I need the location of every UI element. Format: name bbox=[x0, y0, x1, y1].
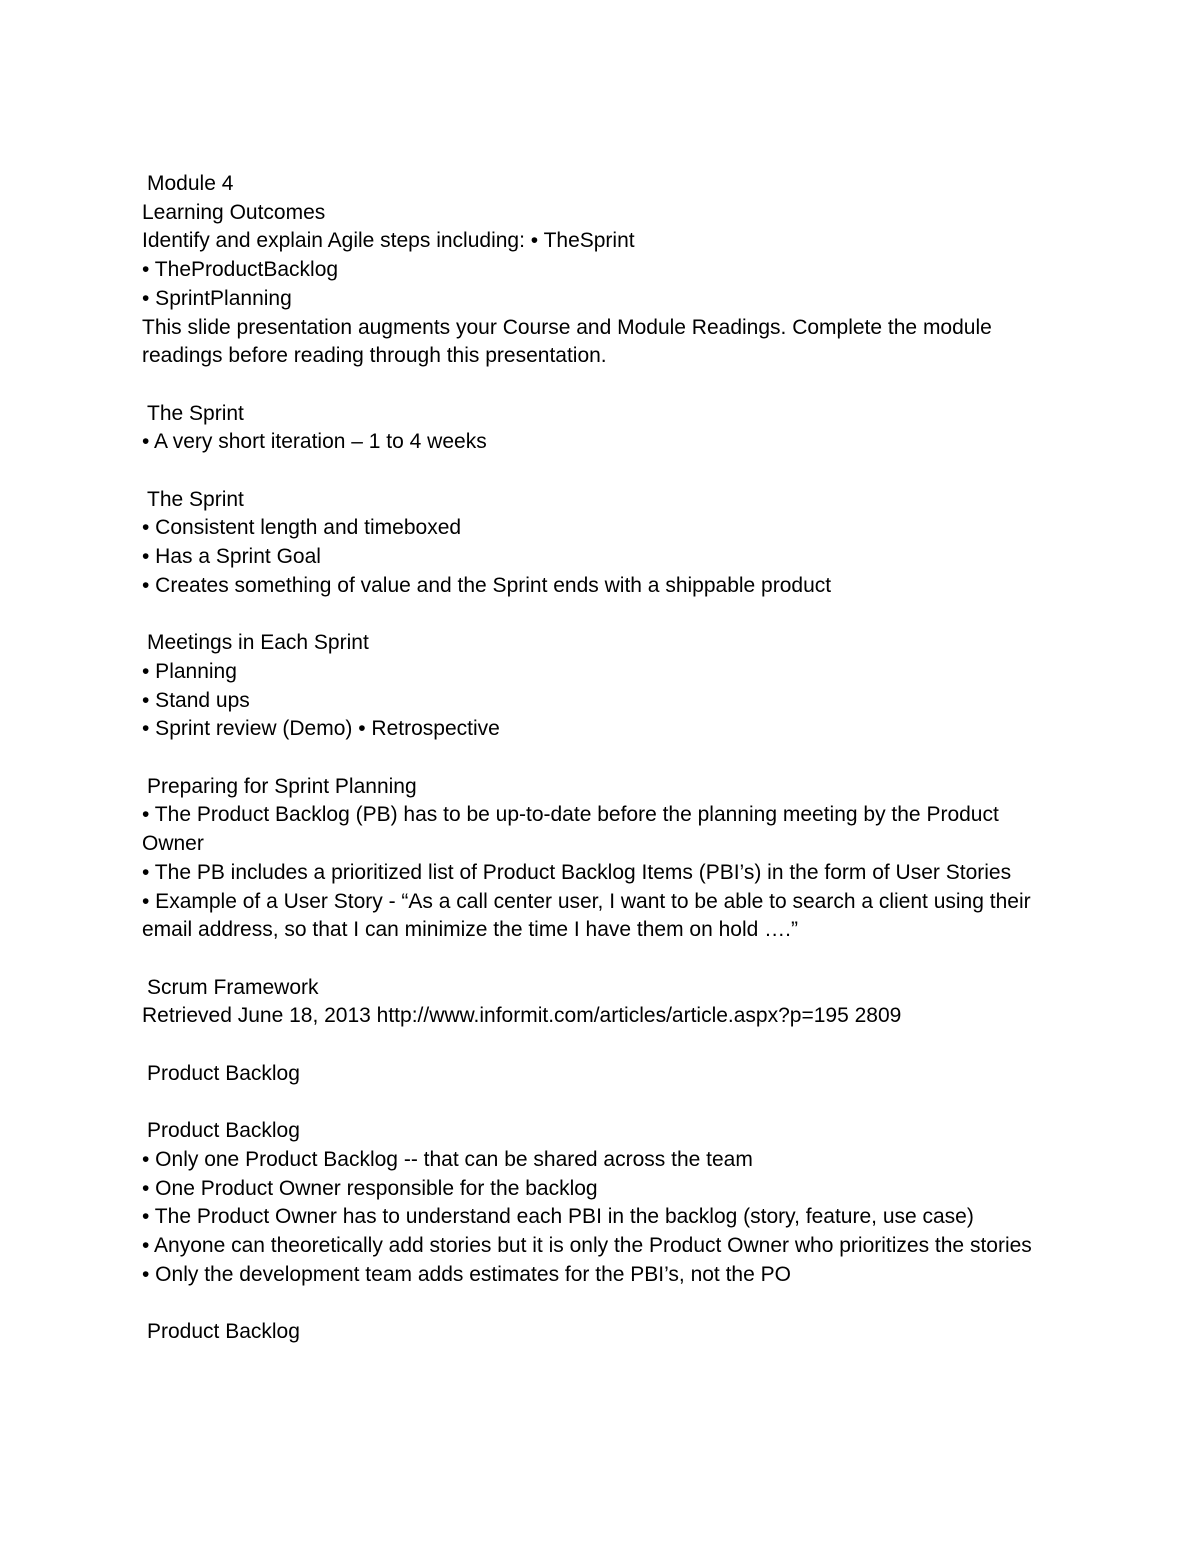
section-heading: Meetings in Each Sprint bbox=[147, 631, 369, 655]
spacer bbox=[142, 945, 1057, 974]
section-heading: Product Backlog bbox=[147, 1061, 300, 1085]
section-heading: The Sprint bbox=[147, 401, 244, 425]
bullet-item: • Consistent length and timeboxed bbox=[142, 516, 462, 540]
bullet-item: • Creates something of value and the Sprint ends with a shippable product bbox=[142, 573, 832, 597]
outcomes-line: • TheProductBacklog bbox=[142, 258, 339, 282]
citation-text: Retrieved June 18, 2013 http://www.informit.com/articles/article.aspx?p=195 2809 bbox=[142, 1004, 902, 1028]
spacer bbox=[142, 744, 1057, 773]
bullet-item: • The Product Owner has to understand each PBI in the backlog (story, feature, use case) bbox=[142, 1205, 974, 1229]
bullet-item: • Anyone can theoretically add stories but it is only the Product Owner who prioritizes the stories bbox=[142, 1233, 1032, 1257]
spacer bbox=[142, 601, 1057, 630]
bullet-item: • Only the development team adds estimates for the PBI’s, not the PO bbox=[142, 1262, 791, 1286]
document-body bbox=[142, 170, 1057, 1347]
augment-paragraph: This slide presentation augments your Course and Module Readings. Complete the module readings before reading through this presentation. bbox=[142, 315, 998, 368]
spacer bbox=[142, 1289, 1057, 1318]
bullet-item: • Example of a User Story - “As a call center user, I want to be able to search a client using their email address, so that I can minimize the time I have them on hold ….” bbox=[142, 889, 1037, 942]
section-heading: Scrum Framework bbox=[147, 975, 319, 999]
outcomes-heading: Learning Outcomes bbox=[142, 200, 326, 224]
spacer bbox=[142, 1088, 1057, 1117]
spacer bbox=[142, 1031, 1057, 1060]
module-title: Module 4 bbox=[147, 172, 234, 195]
spacer bbox=[142, 457, 1057, 486]
bullet-item: • The Product Backlog (PB) has to be up-to-date before the planning meeting by the Product Owner bbox=[142, 803, 1005, 856]
section-heading: Product Backlog bbox=[147, 1119, 300, 1143]
bullet-item: • Has a Sprint Goal bbox=[142, 545, 321, 569]
section-heading: The Sprint bbox=[147, 487, 244, 511]
bullet-item: • A very short iteration – 1 to 4 weeks bbox=[142, 430, 487, 454]
bullet-item: • One Product Owner responsible for the backlog bbox=[142, 1176, 598, 1200]
bullet-item: • Sprint review (Demo) • Retrospective bbox=[142, 717, 500, 741]
bullet-item: • Planning bbox=[142, 659, 237, 683]
outcomes-line: • SprintPlanning bbox=[142, 286, 292, 310]
bullet-item: • Only one Product Backlog -- that can be shared across the team bbox=[142, 1147, 753, 1171]
section-heading: Product Backlog bbox=[147, 1320, 300, 1343]
outcomes-line: Identify and explain Agile steps including: • TheSprint bbox=[142, 229, 635, 253]
section-heading: Preparing for Sprint Planning bbox=[147, 774, 417, 798]
bullet-item: • The PB includes a prioritized list of Product Backlog Items (PBI’s) in the form of User Stories bbox=[142, 860, 1012, 884]
spacer bbox=[142, 371, 1057, 400]
bullet-item: • Stand ups bbox=[142, 688, 250, 712]
